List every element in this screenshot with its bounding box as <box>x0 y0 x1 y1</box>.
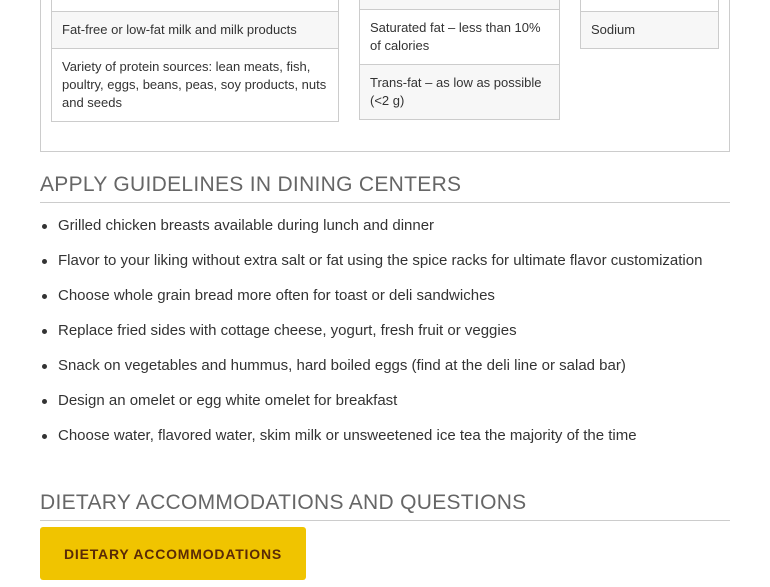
cell-text: Fat-free or low-fat milk and milk products <box>62 22 297 37</box>
table-cell <box>51 49 339 122</box>
bullet-icon <box>42 399 47 404</box>
cell-text: Trans-fat – as low as possible (<2 g) <box>370 75 542 108</box>
list-item: Design an omelet or egg white omelet for breakfast <box>40 389 730 413</box>
table-cell <box>580 0 719 12</box>
dining-guidelines-list <box>40 214 730 459</box>
table-cell <box>359 65 560 120</box>
cell-text: Variety of protein sources: lean meats, fish, poultry, eggs, beans, peas, soy products, nuts and seeds <box>62 59 327 110</box>
table-cell <box>51 0 339 12</box>
bullet-icon <box>42 329 47 334</box>
cell-text: Saturated fat – less than 10% of calories <box>370 20 541 53</box>
dietary-accommodations-button[interactable]: DIETARY ACCOMMODATIONS <box>40 527 306 580</box>
nutrition-column-increase <box>51 0 339 122</box>
list-item: Choose whole grain bread more often for toast or deli sandwiches <box>40 284 730 308</box>
list-item: Replace fried sides with cottage cheese, yogurt, fresh fruit or veggies <box>40 319 730 343</box>
table-cell <box>51 12 339 49</box>
bullet-icon <box>42 294 47 299</box>
bullet-icon <box>42 259 47 264</box>
apply-guidelines-heading: APPLY GUIDELINES IN DINING CENTERS <box>40 172 730 203</box>
table-cell <box>580 12 719 49</box>
bullet-icon <box>42 364 47 369</box>
table-cell <box>359 10 560 65</box>
bullet-icon <box>42 434 47 439</box>
cell-text: Sodium <box>591 22 636 37</box>
list-item: Choose water, flavored water, skim milk or unsweetened ice tea the majority of the time <box>40 424 730 448</box>
nutrition-column-fats <box>359 0 560 120</box>
list-item: Grilled chicken breasts available during lunch and dinner <box>40 214 730 238</box>
table-cell <box>359 0 560 10</box>
dietary-accommodations-heading: DIETARY ACCOMMODATIONS AND QUESTIONS <box>40 490 730 521</box>
bullet-icon <box>42 224 47 229</box>
list-item: Snack on vegetables and hummus, hard boiled eggs (find at the deli line or salad bar) <box>40 354 730 378</box>
list-item: Flavor to your liking without extra salt or fat using the spice racks for ultimate flavor customization <box>40 249 730 273</box>
nutrition-column-limit <box>580 0 719 49</box>
